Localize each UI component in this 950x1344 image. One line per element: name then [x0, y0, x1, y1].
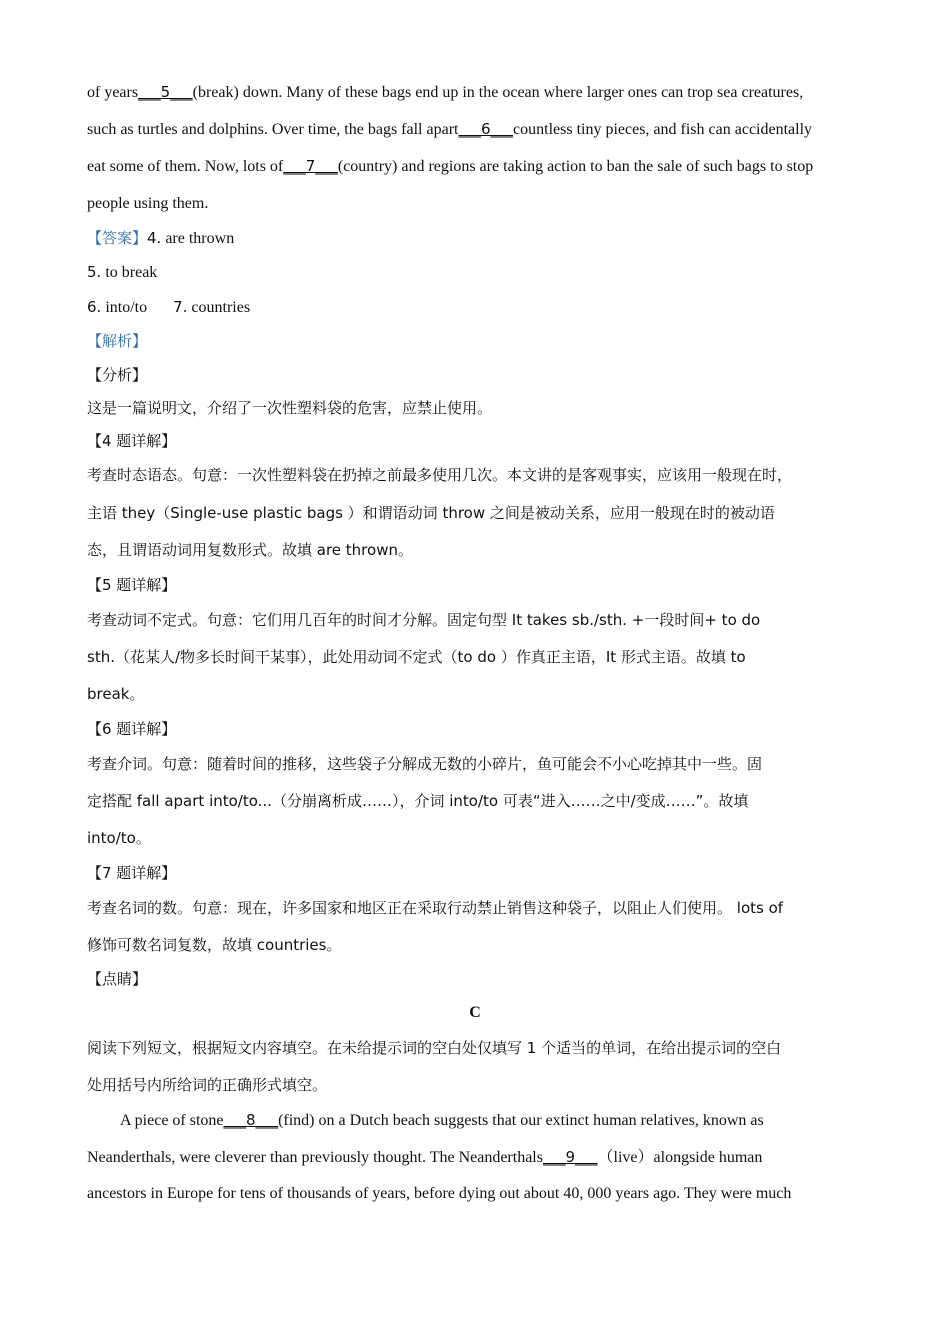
answer-number: 4.: [147, 229, 162, 247]
blank-9: ___9___: [542, 1148, 598, 1166]
answer-6: into/to: [105, 299, 148, 316]
text: eat some of them. Now, lots of: [87, 158, 284, 175]
answer-line-6-7: [87, 297, 250, 318]
q7-line-2: 修饰可数名词复数，故填 countries。: [87, 936, 342, 954]
q7-line-1: 考查名词的数。句意：现在，许多国家和地区正在采取行动禁止销售这种袋子，以阻止人们使用。 lots of: [87, 899, 784, 917]
passage-line-4: people using them.: [87, 195, 209, 212]
fenxi-heading: 【分析】: [87, 366, 148, 384]
text: A piece of stone: [120, 1112, 224, 1129]
answer-line: [87, 228, 234, 249]
analysis-tag: 【解析】: [87, 332, 148, 350]
blank-7: ___7___: [283, 157, 338, 175]
answer-4: are thrown: [165, 230, 235, 247]
passage-c-line-3: ancestors in Europe for tens of thousands of years, before dying out about 40, 000 years ago. They were much: [87, 1185, 792, 1202]
answer-line-5: [87, 262, 157, 283]
passage-c-line-1: [120, 1110, 764, 1131]
text: (break) down. Many of these bags end up in the ocean where larger ones can trop sea creatures,: [192, 84, 804, 101]
answer-number: 7.: [173, 298, 188, 316]
q5-line-3: break。: [87, 685, 145, 703]
q4-line-3: 态，且谓语动词用复数形式。故填 are thrown。: [87, 541, 413, 559]
text: countless tiny pieces, and fish can accidentally: [513, 121, 813, 138]
text: (find) on a Dutch beach suggests that our extinct human relatives, known as: [278, 1112, 764, 1129]
blank-8: ___8___: [223, 1111, 279, 1129]
passage-c-line-2: [87, 1147, 762, 1168]
dianjing-heading: 【点睛】: [87, 970, 148, 988]
text: Neanderthals, were cleverer than previously thought. The Neanderthals: [87, 1149, 543, 1166]
instructions-line-1: 阅读下列短文，根据短文内容填空。在未给提示词的空白处仅填写 1 个适当的单词，在给出提示词的空白: [87, 1039, 782, 1057]
q5-line-1: 考查动词不定式。句意：它们用几百年的时间才分解。固定句型 It takes sb./sth. +一段时间+ to do: [87, 611, 761, 629]
answer-7: countries: [191, 299, 251, 316]
text: such as turtles and dolphins. Over time, the bags fall apart: [87, 121, 459, 138]
passage-line-2: [87, 119, 812, 140]
q6-line-3: into/to。: [87, 829, 151, 847]
instructions-line-2: 处用括号内所给词的正确形式填空。: [87, 1076, 328, 1094]
text: (country) and regions are taking action to ban the sale of such bags to stop: [337, 158, 814, 175]
q4-line-1: 考查时态语态。句意：一次性塑料袋在扔掉之前最多使用几次。本文讲的是客观事实，应该用一般现在时，: [87, 466, 793, 484]
answer-number: 5.: [87, 263, 102, 281]
q5-heading: 【5 题详解】: [87, 576, 177, 594]
q6-line-1: 考查介词。句意：随着时间的推移，这些袋子分解成无数的小碎片，鱼可能会不小心吃掉其中一些。固: [87, 755, 763, 773]
q5-line-2: sth.（花某人/物多长时间干某事），此处用动词不定式（to do ）作真正主语，It 形式主语。故填 to: [87, 648, 746, 666]
passage-line-1: [87, 82, 803, 103]
q4-line-2: 主语 they（Single-use plastic bags ）和谓语动词 throw 之间是被动关系，应用一般现在时的被动语: [87, 504, 775, 522]
q4-heading: 【4 题详解】: [87, 432, 177, 450]
text: （live）alongside human: [597, 1149, 763, 1166]
q6-heading: 【6 题详解】: [87, 720, 177, 738]
q6-line-2: 定搭配 fall apart into/to...（分崩离析成……），介词 into/to 可表“进入……之中/变成……”。故填: [87, 792, 749, 810]
blank-6: ___6___: [458, 120, 514, 138]
answer-tag: 【答案】: [87, 229, 148, 247]
blank-5: ___5___: [138, 83, 193, 101]
section-c-title: C: [469, 1004, 481, 1021]
text: of years: [87, 84, 139, 101]
answer-number: 6.: [87, 298, 102, 316]
answer-5: to break: [105, 264, 158, 281]
summary-text: 这是一篇说明文，介绍了一次性塑料袋的危害，应禁止使用。: [87, 399, 493, 417]
passage-line-3: [87, 156, 813, 177]
q7-heading: 【7 题详解】: [87, 864, 177, 882]
